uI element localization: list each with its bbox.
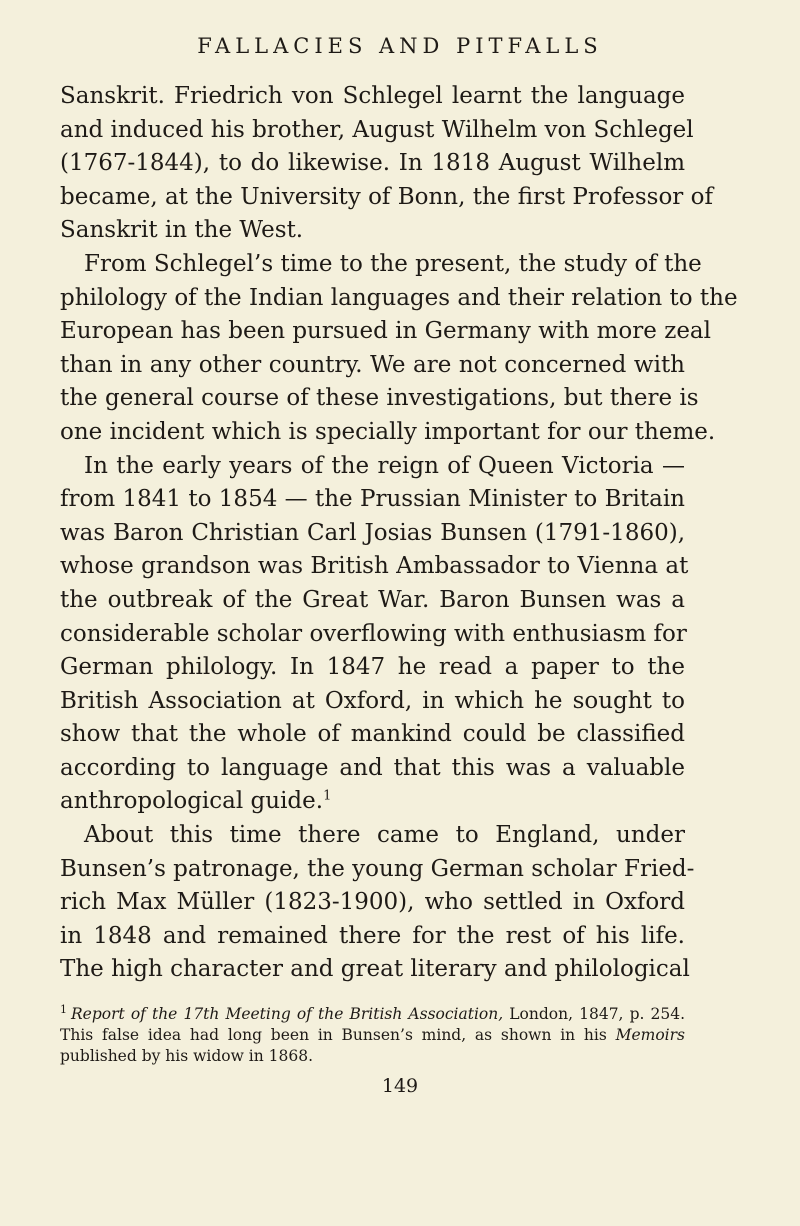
text-line — [60, 752, 685, 786]
text-line — [60, 550, 689, 584]
text-line-content: show that the whole of mankind could be classified — [60, 721, 685, 748]
text-line — [60, 953, 690, 987]
text-line — [60, 450, 685, 484]
text-line — [60, 214, 685, 248]
text-line — [60, 853, 695, 887]
footnote-text-a: This false idea had long been in Bunsen’s mind, as shown in his — [60, 1026, 607, 1044]
footnote-mark: 1 — [60, 1002, 67, 1016]
footnote-title-b: 17th Meeting of the British Association, — [183, 1005, 504, 1023]
running-header: FALLACIES AND PITFALLS — [197, 34, 603, 58]
text-line — [60, 886, 685, 920]
text-line — [60, 718, 685, 752]
text-line-content: anthropological guide. — [60, 788, 324, 815]
text-line-content: the general course of these investigations, but there is — [60, 385, 699, 412]
text-line-content: From Schlegel’s time to the present, the study of the — [84, 250, 702, 277]
text-line-content: Bunsen’s patronage, the young German scholar Fried- — [60, 855, 695, 882]
text-line-content: considerable scholar overflowing with enthusiasm for — [60, 620, 687, 647]
text-line-content: one incident which is specially important for our theme. — [60, 418, 716, 445]
text-line-content: British Association at Oxford, in which he sought to — [60, 687, 685, 714]
main-text — [60, 80, 738, 987]
text-line — [60, 416, 716, 450]
footnote-block — [60, 1004, 685, 1067]
footnote-line: published by his widow in 1868. — [60, 1047, 314, 1065]
text-line — [60, 819, 685, 853]
text-line-content: (1767-1844), to do likewise. In 1818 August Wilhelm — [60, 150, 685, 177]
text-line-content: in 1848 and remained there for the rest of his life. — [60, 922, 685, 949]
text-line — [60, 114, 694, 148]
text-line-content: rich Max Müller (1823-1900), who settled in Oxford — [60, 889, 685, 916]
text-line — [60, 483, 685, 517]
text-line-content: Sanskrit in the West. — [60, 217, 304, 244]
text-line — [60, 685, 685, 719]
text-line-content: European has been pursued in Germany with more zeal — [60, 318, 711, 345]
footnote-line — [60, 1004, 685, 1025]
text-line-content: and induced his brother, August Wilhelm von Schlegel — [60, 116, 694, 143]
text-line — [60, 382, 699, 416]
text-line-content: About this time there came to England, under — [84, 822, 685, 849]
text-line-content: The high character and great literary and philological — [60, 956, 690, 983]
text-line — [60, 618, 685, 652]
text-line — [60, 181, 713, 215]
text-line-content: In the early years of the reign of Queen Victoria — — [84, 452, 685, 479]
text-line — [60, 349, 685, 383]
text-line-content: philology of the Indian languages and their relation to the — [60, 284, 738, 311]
text-line-content: than in any other country. We are not concerned with — [60, 351, 685, 378]
text-line — [60, 651, 685, 685]
text-line-content: Sanskrit. Friedrich von Schlegel learnt the language — [60, 83, 685, 109]
text-line — [60, 920, 685, 954]
text-line-content: German philology. In 1847 he read a paper to the — [60, 654, 685, 681]
text-line — [60, 785, 685, 819]
text-line-content: according to language and that this was a valuable — [60, 754, 685, 781]
text-line-content: whose grandson was British Ambassador to Vienna at — [60, 553, 689, 580]
text-line-content: became, at the University of Bonn, the first Professor of — [60, 183, 713, 210]
text-line — [60, 517, 685, 551]
text-line-content: was Baron Christian Carl Josias Bunsen (1791-1860), — [60, 519, 685, 546]
footnote-citation: London, 1847, p. 254. — [509, 1005, 686, 1023]
footnote-memoirs: Memoirs — [615, 1026, 685, 1044]
footnote-title-a: Report of the — [71, 1005, 178, 1023]
text-line-content: the outbreak of the Great War. Baron Bunsen was a — [60, 586, 685, 613]
text-line — [60, 282, 738, 316]
footnote-reference: 1 — [323, 788, 332, 804]
text-line — [60, 315, 711, 349]
text-line — [60, 248, 702, 282]
page-number: 149 — [381, 1075, 419, 1097]
text-line — [60, 147, 685, 181]
text-line-content: from 1841 to 1854 — the Prussian Minister to Britain — [60, 486, 685, 513]
text-line — [60, 80, 685, 114]
footnote-line — [60, 1025, 685, 1046]
text-line — [60, 584, 685, 618]
